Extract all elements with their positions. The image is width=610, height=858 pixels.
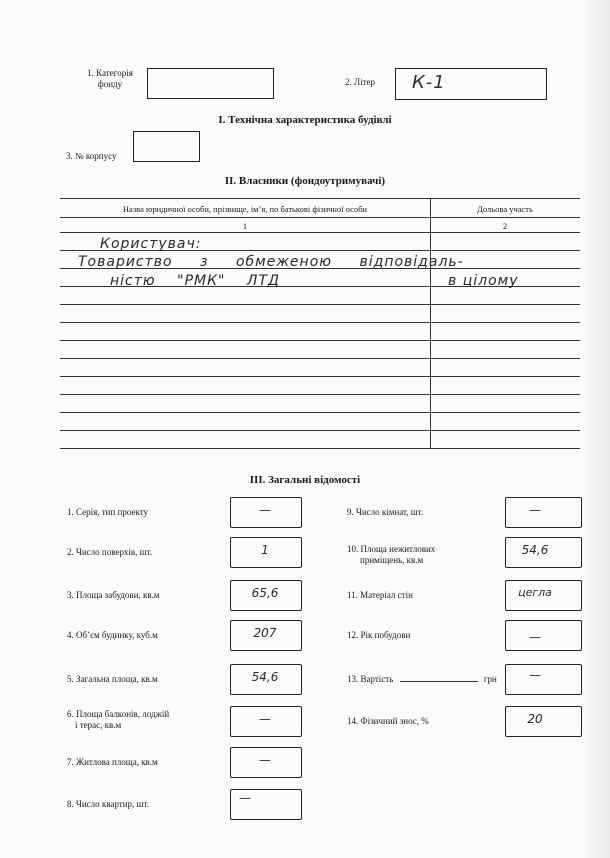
field-living-area: 7. Житлова площа, кв.м: [67, 757, 158, 767]
owner-handwriting-line3: ністю "РМК" ЛТД: [110, 273, 280, 289]
col-number-1: 1: [242, 221, 248, 231]
fund-category-box: [147, 68, 274, 99]
field-volume: 4. Об’єм будинку, куб.м: [67, 630, 158, 640]
section-1-title: І. Технічна характеристика будівлі: [218, 114, 392, 126]
owner-handwriting-line2: Товариство з обмеженою відповідаль-: [78, 254, 464, 270]
field-rooms: 9. Число кімнат, шт.: [347, 507, 424, 517]
field-series-value: —: [259, 503, 271, 517]
field-total-area-value: 54,6: [251, 670, 279, 684]
building-number-box: [133, 131, 200, 162]
field-build-area-value: 65,6: [251, 586, 279, 600]
liter-value: К-1: [412, 72, 446, 93]
field-apartments: 8. Число квартир, шт.: [67, 799, 149, 809]
field-wear: 14. Фізичний знос, %: [347, 716, 429, 726]
field-balconies-value: —: [259, 712, 271, 726]
page-edge-shadow: [582, 0, 610, 858]
field-total-area: 5. Загальна площа, кв.м: [67, 674, 158, 684]
field-wall-material-value: цегла: [518, 586, 552, 599]
fund-category-label: 1. Категорія фонду: [87, 68, 133, 89]
field-rooms-value: —: [529, 503, 541, 517]
field-build-year: 12. Рік побудови: [347, 630, 411, 640]
owner-handwriting-line1: Користувач:: [100, 236, 202, 252]
liter-label: 2. Літер: [345, 77, 376, 87]
field-wear-value: 20: [527, 712, 543, 726]
section-2-title: ІІ. Власники (фондоутримувачі): [224, 175, 386, 187]
owner-share-value: в цілому: [448, 273, 519, 289]
share-header: Дольова участь: [477, 204, 533, 214]
field-balconies: 6. Площа балконів, лоджій і терас, кв.м: [67, 709, 170, 730]
building-number-label: 3. № корпусу: [66, 151, 117, 161]
field-living-area-value: —: [259, 753, 271, 767]
field-wall-material: 11. Матеріал стін: [347, 590, 413, 600]
field-apartments-value: —: [239, 791, 251, 805]
field-cost-value: —: [529, 668, 541, 682]
field-series: 1. Серія, тип проекту: [67, 507, 149, 517]
field-build-area: 3. Площа забудови, кв.м: [67, 590, 160, 600]
field-floors-value: 1: [261, 543, 269, 557]
field-cost: 13. Вартість грн: [347, 674, 497, 684]
field-volume-value: 207: [253, 626, 277, 640]
field-nonresidential: 10. Площа нежитлових приміщень, кв.м: [347, 544, 436, 565]
section-3-title: ІІІ. Загальні відомості: [249, 474, 361, 486]
owner-name-header: Назва юридичної особи, прізвище, ім’я, по батькові фізичної особи: [122, 204, 368, 214]
field-build-year-value: —: [529, 630, 541, 644]
field-nonresidential-value: 54,6: [521, 543, 549, 557]
field-floors: 2. Число поверхів, шт.: [67, 547, 153, 557]
col-number-2: 2: [502, 221, 508, 231]
